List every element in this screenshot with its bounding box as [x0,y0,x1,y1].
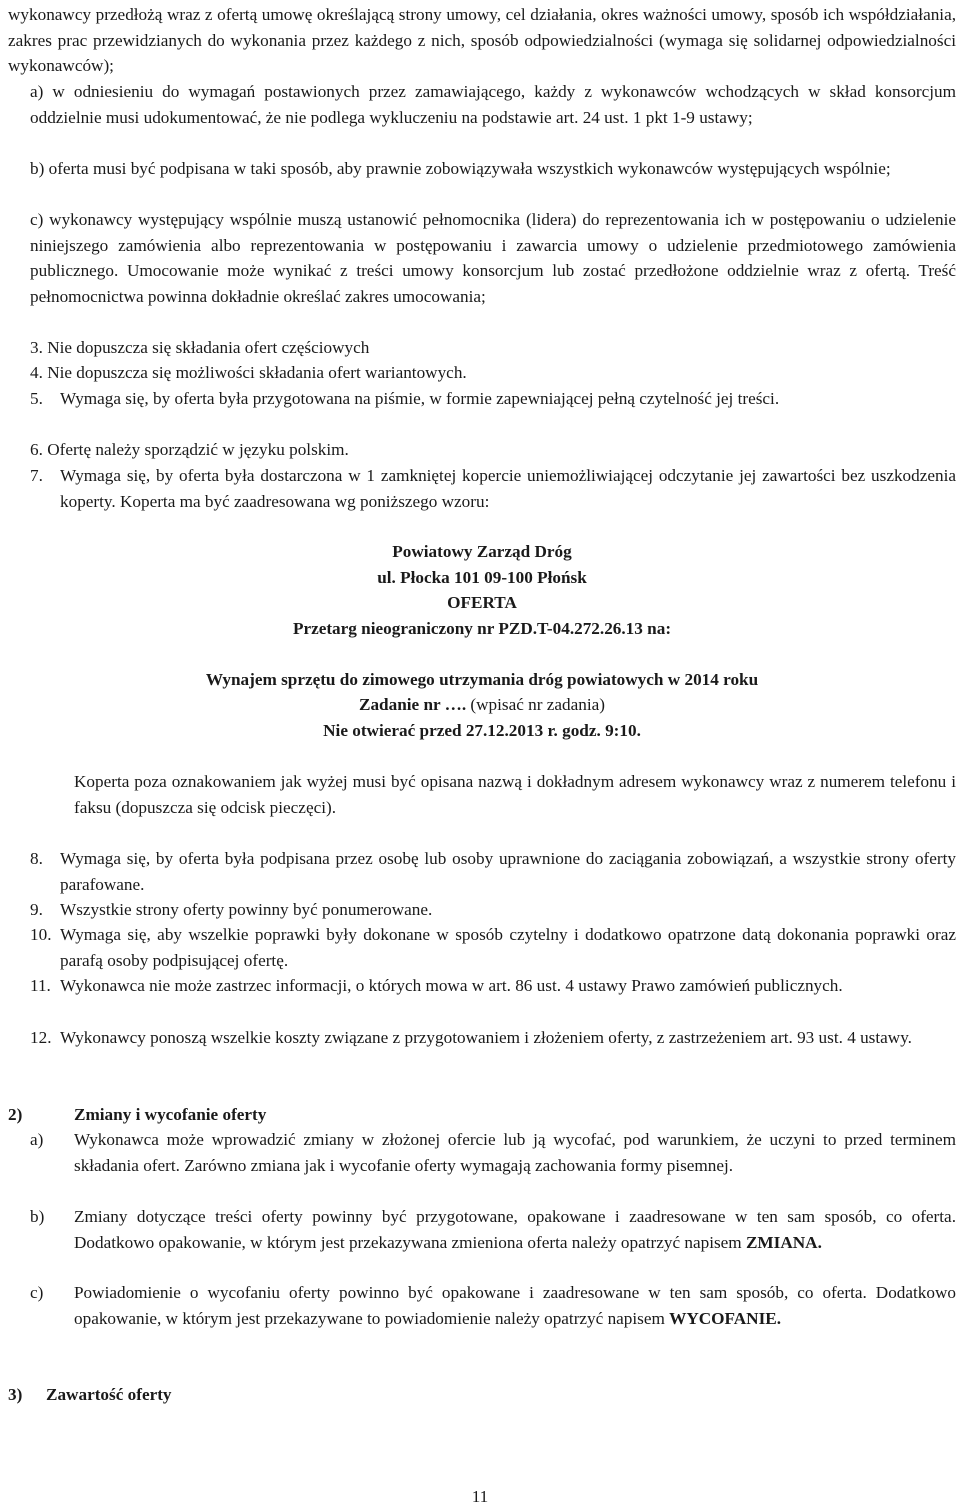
section-2-c-label: c) [30,1283,44,1302]
item-3: 3. Nie dopuszcza się składania ofert częściowych [30,338,370,357]
item-5-text: Wymaga się, by oferta była przygotowana na piśmie, w formie zapewniającej pełną czytelność jej treści. [60,389,780,408]
envelope-note: Koperta poza oznakowaniem jak wyżej musi być opisana nazwą i dokładnym adresem wykonawcy wraz z numerem telefonu i faksu (dopuszcza się odcisk pieczęci). [74,772,956,817]
envelope-task-hint: (wpisać nr zadania) [466,695,605,714]
section-2-number: 2) [8,1105,23,1124]
subpoint-c: c) wykonawcy występujący wspólnie muszą ustanowić pełnomocnika (lidera) do reprezentowania ich w postępowaniu o udzielenie niniejszego zamówienia albo reprezentowania w postępowaniu i zawarcia umowy o udzielenie przedmiotowego zamówienia publicznego. Umocowanie może wynikać z treści umowy konsorcjum lub zostać przedłożone oddzielnie wraz z ofertą. Treść pełnomocnictwa powinna dokładnie określać zakres umocowania; [30,210,956,306]
item-9-number: 9. [30,900,43,919]
item-7-number: 7. [30,466,43,485]
section-2-b-keyword: ZMIANA. [745,1232,822,1252]
envelope-subject: Wynajem sprzętu do zimowego utrzymania dróg powiatowych w 2014 roku [205,670,759,689]
envelope-address: ul. Płocka 101 09-100 Płońsk [377,568,587,587]
item-12-number: 12. [30,1028,52,1047]
section-3-title: Zawartość oferty [46,1385,172,1404]
envelope-task-line [8,692,956,718]
envelope-opening-date: Nie otwierać przed 27.12.2013 r. godz. 9:10. [323,721,641,740]
section-2-c-text: Powiadomienie o wycofaniu oferty powinno być opakowane i zaadresowane w ten sam sposób, co oferta. Dodatkowo opakowanie, w którym jest przekazywane to powiadomienie należy opatrzyć napisem [74,1283,956,1328]
section-2-c-keyword: WYCOFANIE. [669,1308,782,1328]
envelope-offer-label: OFERTA [447,593,517,612]
subpoint-b: b) oferta musi być podpisana w taki sposób, aby prawnie zobowiązywała wszystkich wykonawców występujących wspólnie; [30,159,891,178]
item-11-text: Wykonawca nie może zastrzec informacji, o których mowa w art. 86 ust. 4 ustawy Prawo zamówień publicznych. [60,976,843,995]
item-11-number: 11. [30,976,51,995]
subpoint-a: a) w odniesieniu do wymagań postawionych przez zamawiającego, każdy z wykonawców wchodzących w skład konsorcjum oddzielnie musi udokumentować, że nie podlega wykluczeniu na podstawie art. 24 ust. 1 pkt 1-9 ustawy; [30,82,956,127]
item-9-text: Wszystkie strony oferty powinny być ponumerowane. [60,900,433,919]
item-10-number: 10. [30,925,52,944]
envelope-tender-number: Przetarg nieograniczony nr PZD.T-04.272.26.13 na: [292,619,672,638]
section-2-b-paragraph [74,1204,956,1255]
intro-paragraph: wykonawcy przedłożą wraz z ofertą umowę określającą strony umowy, cel działania, okres ważności umowy, sposób ich współdziałania, zakres prac przewidzianych do wykonania przez każdego z nich, sposób odpowiedzialności (wymaga się solidarnej odpowiedzialności wykonawców); [8,5,956,76]
item-8-text: Wymaga się, by oferta była podpisana przez osobę lub osoby uprawnione do zaciągania zobowiązań, a wszystkie strony oferty parafowane. [60,849,956,894]
item-10-text: Wymaga się, aby wszelkie poprawki były dokonane w sposób czytelny i dodatkowo opatrzone datą dokonania poprawki oraz parafą osoby podpisującej ofertę. [60,925,956,970]
item-12-text: Wykonawcy ponoszą wszelkie koszty związane z przygotowaniem i złożeniem oferty, z zastrzeżeniem art. 93 ust. 4 ustawy. [60,1028,912,1047]
item-5-number: 5. [30,389,43,408]
section-3-number: 3) [8,1385,23,1404]
item-8-number: 8. [30,849,43,868]
page-number: 11 [471,1487,489,1506]
section-2-title: Zmiany i wycofanie oferty [74,1105,267,1124]
section-2-b-text: Zmiany dotyczące treści oferty powinny być przygotowane, opakowane i zaadresowane w ten sam sposób, co oferta. Dodatkowo opakowanie, w którym jest przekazywana zmieniona oferta należy opatrzyć napisem [74,1207,956,1252]
section-2-a-text: Wykonawca może wprowadzić zmiany w złożonej ofercie lub ją wycofać, pod warunkiem, że uczyni to przed terminem składania ofert. Zarówno zmiana jak i wycofanie oferty wymagają zachowania formy pisemnej. [74,1130,956,1175]
item-4: 4. Nie dopuszcza się możliwości składania ofert wariantowych. [30,363,467,382]
item-6: 6. Ofertę należy sporządzić w języku polskim. [30,440,349,459]
envelope-recipient: Powiatowy Zarząd Dróg [392,542,572,561]
section-2-c-paragraph [74,1280,956,1331]
item-7-text: Wymaga się, by oferta była dostarczona w 1 zamkniętej kopercie uniemożliwiającej odczytanie jej zawartości bez uszkodzenia koperty. Koperta ma być zaadresowana wg poniższego wzoru: [60,466,956,511]
section-2-b-label: b) [30,1207,45,1226]
section-2-a-label: a) [30,1130,44,1149]
envelope-task-number: Zadanie nr …. [358,695,467,714]
